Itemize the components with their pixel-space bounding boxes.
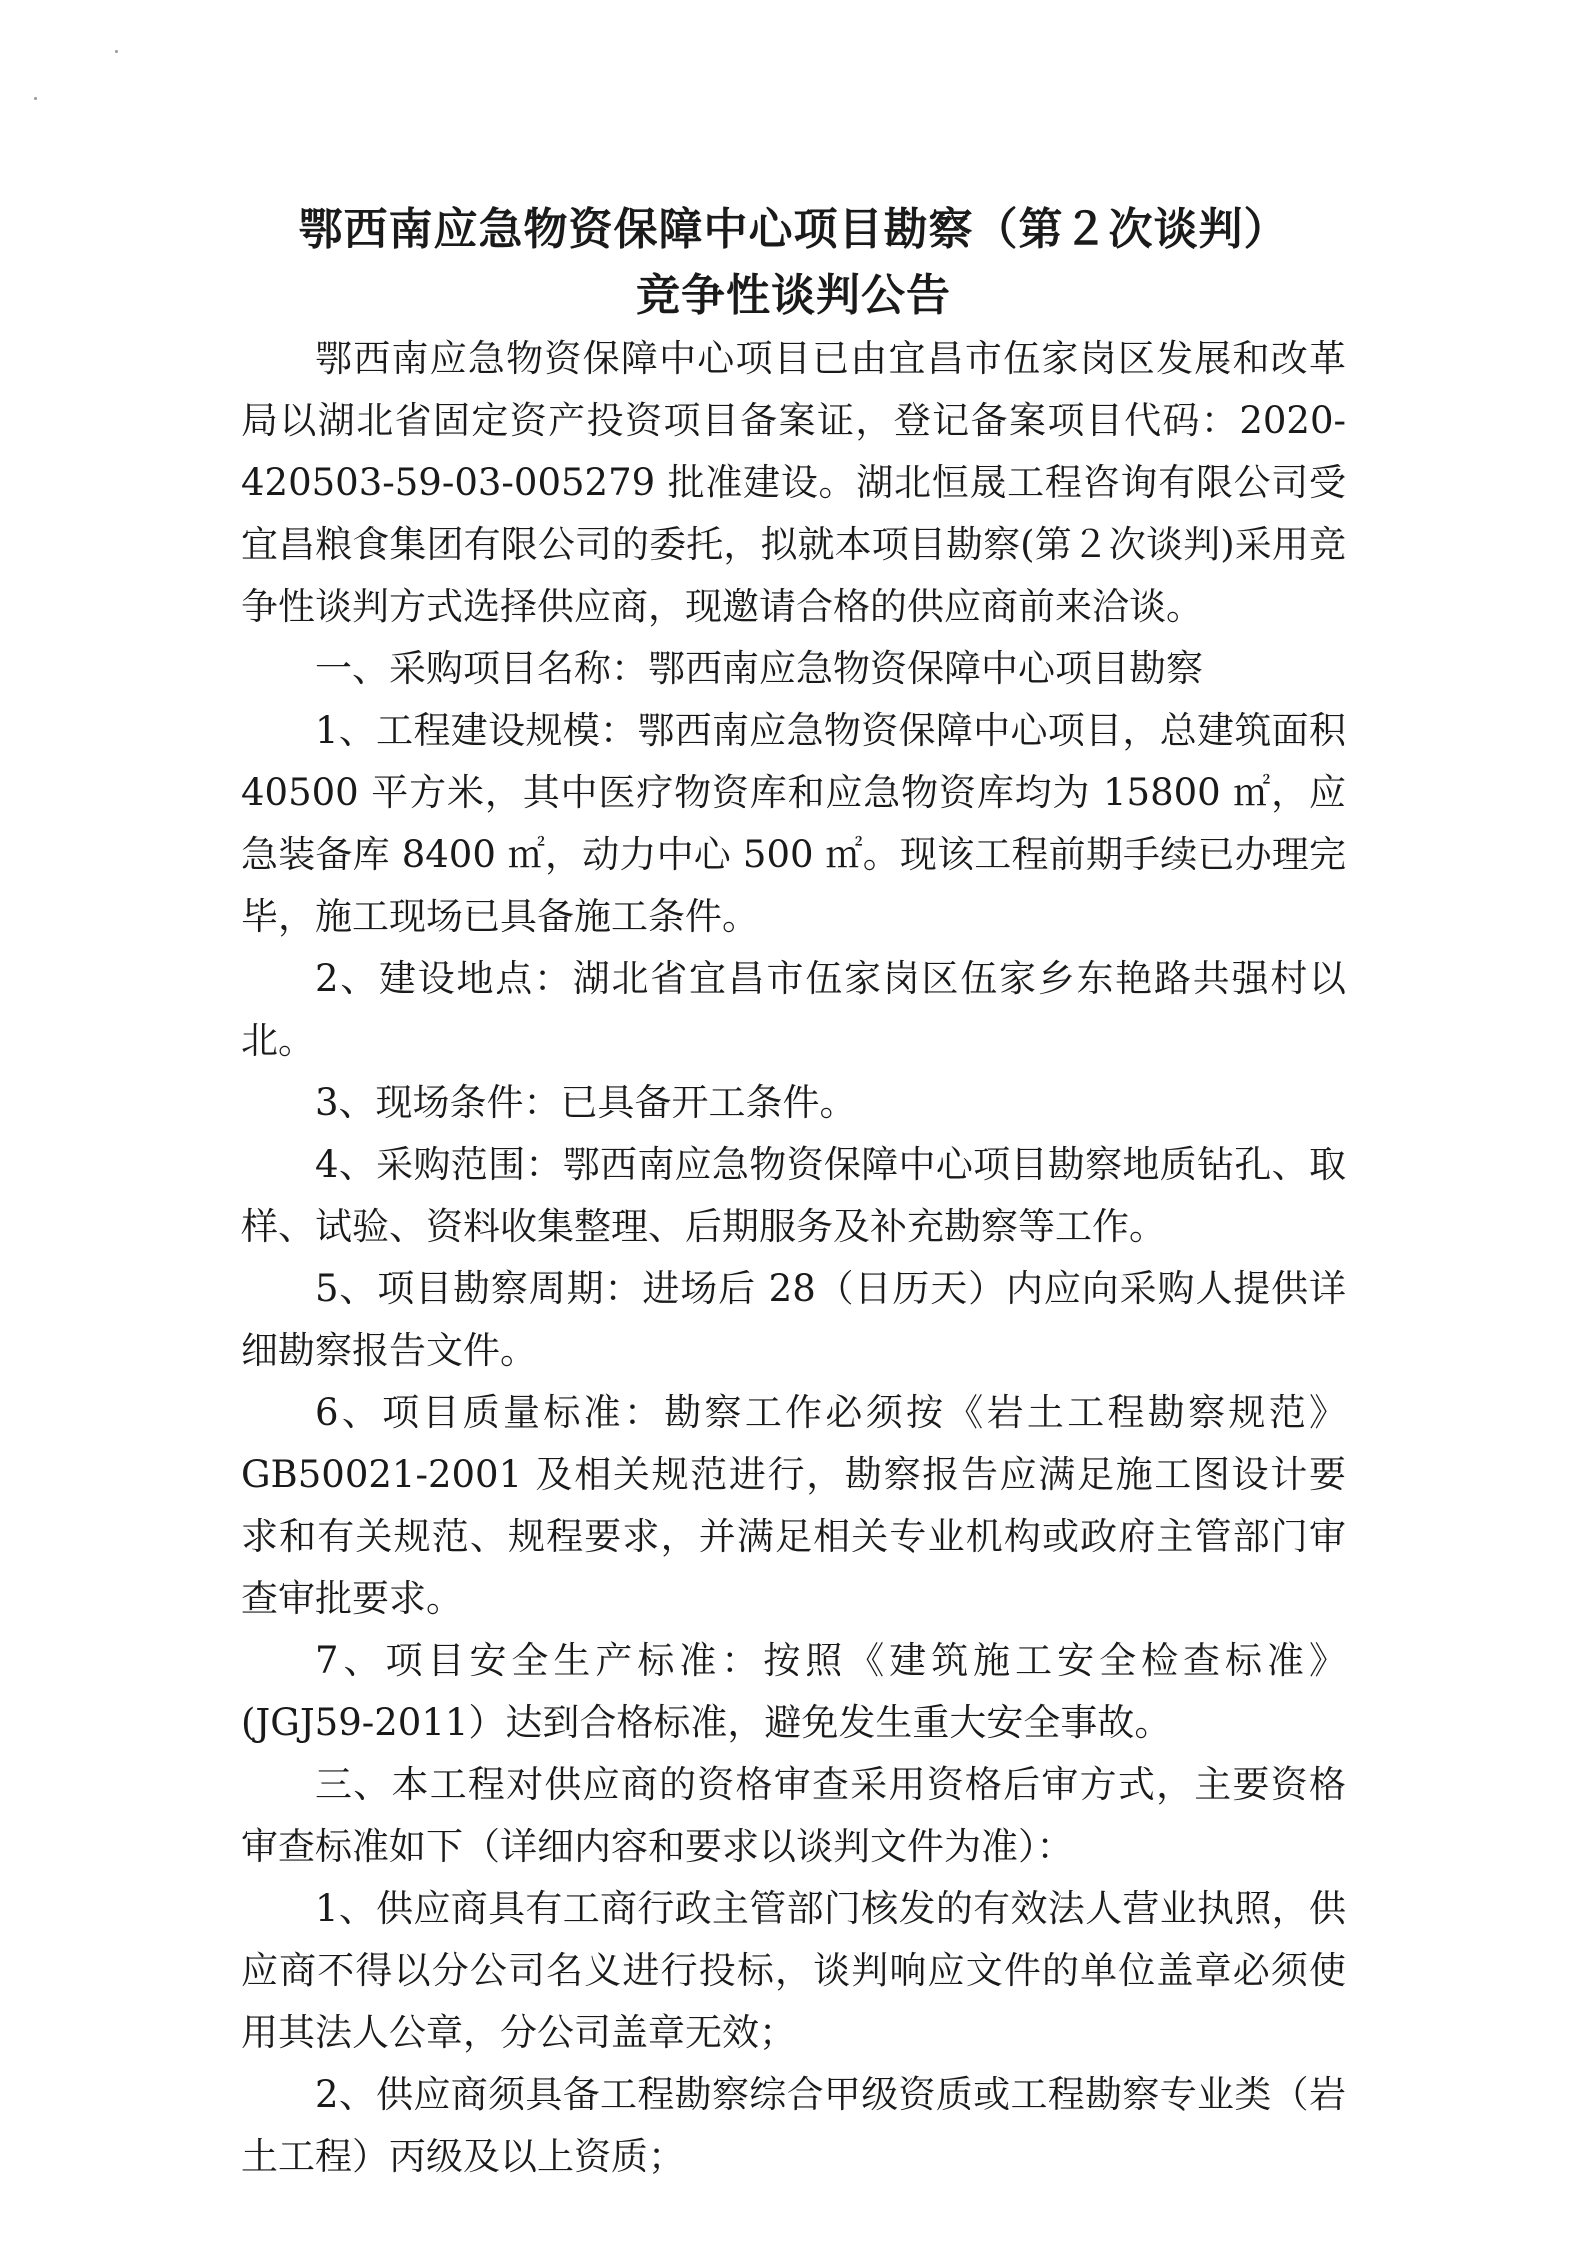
section-procurement-name: 一、采购项目名称：鄂西南应急物资保障中心项目勘察 — [315, 647, 1203, 690]
item-safety-standard: 7、项目安全生产标准：按照《建筑施工安全检查标准》(JGJ59-2011）达到合格标准，避免发生重大安全事故。 — [241, 1639, 1346, 1744]
scan-speck — [34, 97, 37, 100]
item-survey-period: 5、项目勘察周期：进场后 28（日历天）内应向采购人提供详细勘察报告文件。 — [241, 1267, 1346, 1372]
item-qualification-grade: 2、供应商须具备工程勘察综合甲级资质或工程勘察专业类（岩土工程）丙级及以上资质； — [241, 2073, 1346, 2178]
scan-speck — [115, 50, 118, 53]
item-site-conditions: 3、现场条件：已具备开工条件。 — [315, 1081, 857, 1124]
item-business-license: 1、供应商具有工商行政主管部门核发的有效法人营业执照，供应商不得以分公司名义进行投标，谈判响应文件的单位盖章必须使用其法人公章，分公司盖章无效； — [241, 1887, 1346, 2054]
intro-paragraph: 鄂西南应急物资保障中心项目已由宜昌市伍家岗区发展和改革局以湖北省固定资产投资项目备案证，登记备案项目代码：2020-420503-59-03-005279 批准建设。湖北恒晟工程咨询有限公司受宜昌粮食集团有限公司的委托，拟就本项目勘察(第２次谈判)采用竞争性谈判方式选择供应商，现邀请合格的供应商前来洽谈。 — [241, 337, 1346, 628]
document-body — [241, 328, 1346, 2188]
document-title-line1: 鄂西南应急物资保障中心项目勘察（第２次谈判） — [298, 204, 1289, 255]
section-qualification-review: 三、本工程对供应商的资格审查采用资格后审方式，主要资格审查标准如下（详细内容和要求以谈判文件为准）： — [241, 1763, 1346, 1868]
item-quality-standard: 6、项目质量标准：勘察工作必须按《岩土工程勘察规范》GB50021-2001 及相关规范进行，勘察报告应满足施工图设计要求和有关规范、规程要求，并满足相关专业机构或政府主管部门审查审批要求。 — [241, 1391, 1346, 1620]
item-construction-location: 2、建设地点：湖北省宜昌市伍家岗区伍家乡东艳路共强村以北。 — [241, 957, 1346, 1062]
item-procurement-scope: 4、采购范围：鄂西南应急物资保障中心项目勘察地质钻孔、取样、试验、资料收集整理、后期服务及补充勘察等工作。 — [241, 1143, 1346, 1248]
document-title-line2: 竞争性谈判公告 — [636, 270, 951, 321]
item-construction-scale: 1、工程建设规模：鄂西南应急物资保障中心项目，总建筑面积 40500 平方米，其中医疗物资库和应急物资库均为 15800 ㎡，应急装备库 8400 ㎡，动力中心 500 ㎡。现该工程前期手续已办理完毕，施工现场已具备施工条件。 — [241, 709, 1346, 938]
